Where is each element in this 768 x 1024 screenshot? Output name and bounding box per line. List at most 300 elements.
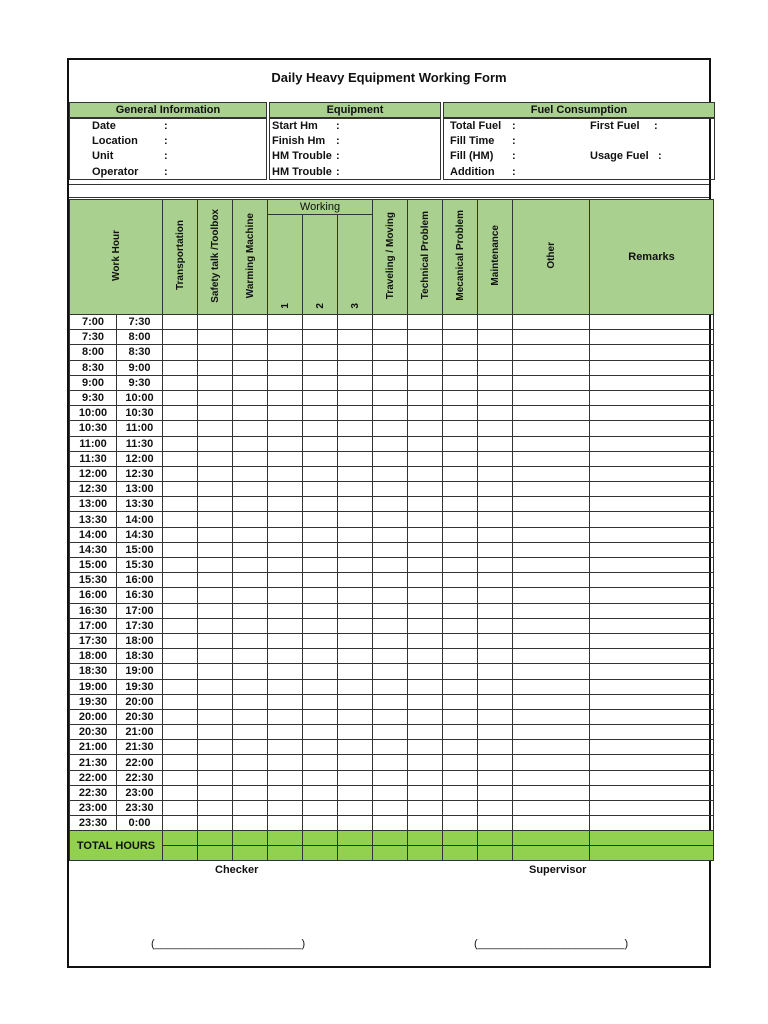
entry-cell[interactable]	[590, 618, 714, 633]
entry-cell[interactable]	[373, 466, 408, 481]
entry-cell[interactable]	[303, 740, 338, 755]
entry-cell[interactable]	[233, 375, 268, 390]
entry-cell[interactable]	[590, 709, 714, 724]
entry-cell[interactable]	[478, 512, 513, 527]
entry-cell[interactable]	[590, 603, 714, 618]
entry-cell[interactable]	[478, 785, 513, 800]
entry-cell[interactable]	[478, 755, 513, 770]
entry-cell[interactable]	[408, 785, 443, 800]
entry-cell[interactable]	[198, 345, 233, 360]
entry-cell[interactable]	[478, 451, 513, 466]
entry-cell[interactable]	[408, 694, 443, 709]
entry-cell[interactable]	[478, 466, 513, 481]
entry-cell[interactable]	[373, 740, 408, 755]
entry-cell[interactable]	[590, 664, 714, 679]
entry-cell[interactable]	[233, 664, 268, 679]
entry-cell[interactable]	[268, 558, 303, 573]
entry-cell[interactable]	[443, 618, 478, 633]
entry-cell[interactable]	[233, 816, 268, 831]
entry-cell[interactable]	[443, 345, 478, 360]
entry-cell[interactable]	[338, 527, 373, 542]
entry-cell[interactable]	[478, 816, 513, 831]
entry-cell[interactable]	[373, 785, 408, 800]
entry-cell[interactable]	[408, 618, 443, 633]
entry-cell[interactable]	[373, 588, 408, 603]
entry-cell[interactable]	[478, 649, 513, 664]
entry-cell[interactable]	[233, 436, 268, 451]
entry-cell[interactable]	[268, 618, 303, 633]
entry-cell[interactable]	[373, 527, 408, 542]
entry-cell[interactable]	[338, 770, 373, 785]
entry-cell[interactable]	[513, 512, 590, 527]
entry-cell[interactable]	[338, 573, 373, 588]
entry-cell[interactable]	[373, 451, 408, 466]
entry-cell[interactable]	[198, 558, 233, 573]
general-field-colon[interactable]: :	[164, 135, 168, 148]
entry-cell[interactable]	[478, 573, 513, 588]
entry-cell[interactable]	[513, 558, 590, 573]
entry-cell[interactable]	[233, 512, 268, 527]
entry-cell[interactable]	[478, 740, 513, 755]
entry-cell[interactable]	[268, 679, 303, 694]
equipment-field-colon[interactable]: :	[336, 150, 340, 163]
entry-cell[interactable]	[268, 466, 303, 481]
entry-cell[interactable]	[163, 406, 198, 421]
entry-cell[interactable]	[513, 694, 590, 709]
entry-cell[interactable]	[198, 603, 233, 618]
entry-cell[interactable]	[443, 466, 478, 481]
entry-cell[interactable]	[408, 679, 443, 694]
entry-cell[interactable]	[408, 588, 443, 603]
entry-cell[interactable]	[163, 709, 198, 724]
general-field-colon[interactable]: :	[164, 165, 168, 178]
entry-cell[interactable]	[163, 315, 198, 330]
entry-cell[interactable]	[408, 527, 443, 542]
entry-cell[interactable]	[513, 755, 590, 770]
entry-cell[interactable]	[268, 603, 303, 618]
entry-cell[interactable]	[408, 816, 443, 831]
entry-cell[interactable]	[590, 740, 714, 755]
entry-cell[interactable]	[513, 740, 590, 755]
entry-cell[interactable]	[590, 315, 714, 330]
entry-cell[interactable]	[443, 330, 478, 345]
entry-cell[interactable]	[268, 436, 303, 451]
entry-cell[interactable]	[478, 679, 513, 694]
checker-signature-line[interactable]: (________________________)	[151, 938, 306, 950]
entry-cell[interactable]	[443, 770, 478, 785]
entry-cell[interactable]	[303, 709, 338, 724]
entry-cell[interactable]	[478, 315, 513, 330]
entry-cell[interactable]	[198, 664, 233, 679]
entry-cell[interactable]	[590, 679, 714, 694]
entry-cell[interactable]	[198, 755, 233, 770]
entry-cell[interactable]	[338, 390, 373, 405]
entry-cell[interactable]	[303, 330, 338, 345]
entry-cell[interactable]	[233, 315, 268, 330]
entry-cell[interactable]	[233, 345, 268, 360]
entry-cell[interactable]	[513, 406, 590, 421]
entry-cell[interactable]	[513, 345, 590, 360]
entry-cell[interactable]	[163, 633, 198, 648]
entry-cell[interactable]	[338, 618, 373, 633]
entry-cell[interactable]	[373, 694, 408, 709]
entry-cell[interactable]	[590, 330, 714, 345]
entry-cell[interactable]	[408, 633, 443, 648]
entry-cell[interactable]	[513, 390, 590, 405]
entry-cell[interactable]	[443, 421, 478, 436]
entry-cell[interactable]	[303, 360, 338, 375]
entry-cell[interactable]	[408, 451, 443, 466]
entry-cell[interactable]	[373, 755, 408, 770]
entry-cell[interactable]	[268, 755, 303, 770]
entry-cell[interactable]	[373, 679, 408, 694]
entry-cell[interactable]	[478, 542, 513, 557]
entry-cell[interactable]	[303, 649, 338, 664]
entry-cell[interactable]	[163, 345, 198, 360]
fuel-field-right-colon[interactable]: :	[654, 120, 658, 132]
entry-cell[interactable]	[590, 497, 714, 512]
entry-cell[interactable]	[443, 785, 478, 800]
entry-cell[interactable]	[513, 360, 590, 375]
entry-cell[interactable]	[163, 512, 198, 527]
entry-cell[interactable]	[478, 603, 513, 618]
entry-cell[interactable]	[268, 482, 303, 497]
entry-cell[interactable]	[233, 421, 268, 436]
entry-cell[interactable]	[233, 527, 268, 542]
entry-cell[interactable]	[478, 436, 513, 451]
entry-cell[interactable]	[373, 770, 408, 785]
entry-cell[interactable]	[268, 421, 303, 436]
entry-cell[interactable]	[408, 558, 443, 573]
entry-cell[interactable]	[303, 451, 338, 466]
entry-cell[interactable]	[338, 801, 373, 816]
entry-cell[interactable]	[513, 421, 590, 436]
entry-cell[interactable]	[268, 527, 303, 542]
entry-cell[interactable]	[338, 694, 373, 709]
entry-cell[interactable]	[590, 588, 714, 603]
entry-cell[interactable]	[443, 801, 478, 816]
entry-cell[interactable]	[163, 694, 198, 709]
entry-cell[interactable]	[303, 679, 338, 694]
entry-cell[interactable]	[303, 421, 338, 436]
entry-cell[interactable]	[338, 740, 373, 755]
entry-cell[interactable]	[408, 390, 443, 405]
entry-cell[interactable]	[268, 375, 303, 390]
entry-cell[interactable]	[408, 770, 443, 785]
entry-cell[interactable]	[338, 725, 373, 740]
entry-cell[interactable]	[443, 740, 478, 755]
entry-cell[interactable]	[408, 360, 443, 375]
entry-cell[interactable]	[198, 527, 233, 542]
entry-cell[interactable]	[590, 755, 714, 770]
entry-cell[interactable]	[233, 588, 268, 603]
entry-cell[interactable]	[408, 497, 443, 512]
entry-cell[interactable]	[198, 770, 233, 785]
entry-cell[interactable]	[268, 573, 303, 588]
entry-cell[interactable]	[268, 816, 303, 831]
entry-cell[interactable]	[478, 421, 513, 436]
entry-cell[interactable]	[373, 512, 408, 527]
entry-cell[interactable]	[590, 360, 714, 375]
entry-cell[interactable]	[443, 588, 478, 603]
entry-cell[interactable]	[198, 375, 233, 390]
entry-cell[interactable]	[373, 816, 408, 831]
entry-cell[interactable]	[373, 497, 408, 512]
entry-cell[interactable]	[373, 633, 408, 648]
entry-cell[interactable]	[513, 573, 590, 588]
entry-cell[interactable]	[513, 801, 590, 816]
entry-cell[interactable]	[513, 330, 590, 345]
entry-cell[interactable]	[373, 558, 408, 573]
entry-cell[interactable]	[233, 633, 268, 648]
entry-cell[interactable]	[408, 482, 443, 497]
entry-cell[interactable]	[303, 816, 338, 831]
entry-cell[interactable]	[590, 801, 714, 816]
entry-cell[interactable]	[233, 466, 268, 481]
entry-cell[interactable]	[303, 512, 338, 527]
entry-cell[interactable]	[373, 664, 408, 679]
entry-cell[interactable]	[198, 573, 233, 588]
entry-cell[interactable]	[373, 375, 408, 390]
entry-cell[interactable]	[163, 801, 198, 816]
entry-cell[interactable]	[268, 345, 303, 360]
entry-cell[interactable]	[338, 421, 373, 436]
entry-cell[interactable]	[478, 770, 513, 785]
entry-cell[interactable]	[198, 633, 233, 648]
entry-cell[interactable]	[303, 664, 338, 679]
entry-cell[interactable]	[338, 315, 373, 330]
entry-cell[interactable]	[163, 330, 198, 345]
entry-cell[interactable]	[478, 633, 513, 648]
entry-cell[interactable]	[443, 694, 478, 709]
entry-cell[interactable]	[513, 785, 590, 800]
entry-cell[interactable]	[590, 633, 714, 648]
entry-cell[interactable]	[303, 801, 338, 816]
entry-cell[interactable]	[590, 421, 714, 436]
entry-cell[interactable]	[513, 466, 590, 481]
entry-cell[interactable]	[198, 466, 233, 481]
entry-cell[interactable]	[373, 436, 408, 451]
entry-cell[interactable]	[233, 360, 268, 375]
entry-cell[interactable]	[513, 679, 590, 694]
entry-cell[interactable]	[163, 375, 198, 390]
entry-cell[interactable]	[233, 406, 268, 421]
entry-cell[interactable]	[163, 755, 198, 770]
entry-cell[interactable]	[338, 785, 373, 800]
entry-cell[interactable]	[408, 542, 443, 557]
supervisor-signature-line[interactable]: (________________________)	[474, 938, 629, 950]
entry-cell[interactable]	[408, 725, 443, 740]
entry-cell[interactable]	[268, 315, 303, 330]
entry-cell[interactable]	[590, 451, 714, 466]
entry-cell[interactable]	[233, 573, 268, 588]
entry-cell[interactable]	[443, 512, 478, 527]
entry-cell[interactable]	[443, 709, 478, 724]
fuel-field-colon[interactable]: :	[512, 165, 516, 178]
entry-cell[interactable]	[408, 421, 443, 436]
entry-cell[interactable]	[163, 740, 198, 755]
entry-cell[interactable]	[268, 664, 303, 679]
entry-cell[interactable]	[268, 740, 303, 755]
entry-cell[interactable]	[303, 466, 338, 481]
entry-cell[interactable]	[163, 360, 198, 375]
entry-cell[interactable]	[303, 497, 338, 512]
entry-cell[interactable]	[443, 649, 478, 664]
entry-cell[interactable]	[513, 649, 590, 664]
entry-cell[interactable]	[373, 330, 408, 345]
entry-cell[interactable]	[303, 755, 338, 770]
entry-cell[interactable]	[338, 558, 373, 573]
entry-cell[interactable]	[163, 588, 198, 603]
entry-cell[interactable]	[590, 573, 714, 588]
entry-cell[interactable]	[408, 345, 443, 360]
entry-cell[interactable]	[233, 330, 268, 345]
entry-cell[interactable]	[303, 406, 338, 421]
entry-cell[interactable]	[408, 709, 443, 724]
entry-cell[interactable]	[303, 573, 338, 588]
entry-cell[interactable]	[408, 330, 443, 345]
entry-cell[interactable]	[198, 801, 233, 816]
entry-cell[interactable]	[303, 603, 338, 618]
entry-cell[interactable]	[198, 497, 233, 512]
entry-cell[interactable]	[268, 709, 303, 724]
entry-cell[interactable]	[198, 588, 233, 603]
entry-cell[interactable]	[373, 801, 408, 816]
entry-cell[interactable]	[268, 451, 303, 466]
entry-cell[interactable]	[268, 360, 303, 375]
entry-cell[interactable]	[443, 755, 478, 770]
entry-cell[interactable]	[303, 315, 338, 330]
entry-cell[interactable]	[198, 390, 233, 405]
entry-cell[interactable]	[408, 664, 443, 679]
entry-cell[interactable]	[233, 755, 268, 770]
entry-cell[interactable]	[590, 785, 714, 800]
entry-cell[interactable]	[478, 801, 513, 816]
entry-cell[interactable]	[513, 436, 590, 451]
entry-cell[interactable]	[198, 679, 233, 694]
entry-cell[interactable]	[478, 497, 513, 512]
fuel-field-colon[interactable]: :	[512, 120, 516, 132]
entry-cell[interactable]	[233, 649, 268, 664]
entry-cell[interactable]	[513, 725, 590, 740]
entry-cell[interactable]	[590, 390, 714, 405]
entry-cell[interactable]	[268, 633, 303, 648]
entry-cell[interactable]	[513, 315, 590, 330]
entry-cell[interactable]	[513, 603, 590, 618]
entry-cell[interactable]	[338, 482, 373, 497]
entry-cell[interactable]	[478, 588, 513, 603]
entry-cell[interactable]	[233, 770, 268, 785]
entry-cell[interactable]	[338, 451, 373, 466]
entry-cell[interactable]	[443, 360, 478, 375]
entry-cell[interactable]	[513, 664, 590, 679]
entry-cell[interactable]	[268, 512, 303, 527]
entry-cell[interactable]	[443, 633, 478, 648]
entry-cell[interactable]	[163, 421, 198, 436]
entry-cell[interactable]	[408, 755, 443, 770]
entry-cell[interactable]	[268, 649, 303, 664]
fuel-field-right-colon[interactable]: :	[658, 150, 662, 163]
entry-cell[interactable]	[443, 527, 478, 542]
entry-cell[interactable]	[513, 588, 590, 603]
entry-cell[interactable]	[163, 466, 198, 481]
entry-cell[interactable]	[163, 436, 198, 451]
entry-cell[interactable]	[408, 649, 443, 664]
entry-cell[interactable]	[268, 588, 303, 603]
entry-cell[interactable]	[163, 451, 198, 466]
entry-cell[interactable]	[163, 573, 198, 588]
entry-cell[interactable]	[198, 436, 233, 451]
entry-cell[interactable]	[163, 816, 198, 831]
entry-cell[interactable]	[233, 725, 268, 740]
entry-cell[interactable]	[408, 315, 443, 330]
entry-cell[interactable]	[513, 497, 590, 512]
entry-cell[interactable]	[443, 497, 478, 512]
entry-cell[interactable]	[590, 725, 714, 740]
entry-cell[interactable]	[303, 770, 338, 785]
entry-cell[interactable]	[478, 527, 513, 542]
entry-cell[interactable]	[233, 709, 268, 724]
entry-cell[interactable]	[198, 330, 233, 345]
entry-cell[interactable]	[338, 816, 373, 831]
entry-cell[interactable]	[478, 406, 513, 421]
entry-cell[interactable]	[338, 588, 373, 603]
entry-cell[interactable]	[198, 482, 233, 497]
entry-cell[interactable]	[338, 542, 373, 557]
entry-cell[interactable]	[303, 558, 338, 573]
entry-cell[interactable]	[443, 816, 478, 831]
entry-cell[interactable]	[338, 603, 373, 618]
entry-cell[interactable]	[443, 482, 478, 497]
entry-cell[interactable]	[233, 542, 268, 557]
entry-cell[interactable]	[198, 315, 233, 330]
entry-cell[interactable]	[233, 740, 268, 755]
entry-cell[interactable]	[198, 709, 233, 724]
entry-cell[interactable]	[163, 542, 198, 557]
entry-cell[interactable]	[590, 649, 714, 664]
entry-cell[interactable]	[303, 527, 338, 542]
entry-cell[interactable]	[268, 694, 303, 709]
entry-cell[interactable]	[338, 436, 373, 451]
entry-cell[interactable]	[513, 542, 590, 557]
entry-cell[interactable]	[163, 390, 198, 405]
entry-cell[interactable]	[373, 482, 408, 497]
entry-cell[interactable]	[478, 558, 513, 573]
entry-cell[interactable]	[163, 482, 198, 497]
entry-cell[interactable]	[338, 345, 373, 360]
entry-cell[interactable]	[198, 740, 233, 755]
entry-cell[interactable]	[163, 558, 198, 573]
entry-cell[interactable]	[198, 421, 233, 436]
entry-cell[interactable]	[478, 330, 513, 345]
entry-cell[interactable]	[163, 664, 198, 679]
entry-cell[interactable]	[268, 542, 303, 557]
entry-cell[interactable]	[163, 770, 198, 785]
entry-cell[interactable]	[373, 315, 408, 330]
entry-cell[interactable]	[338, 664, 373, 679]
entry-cell[interactable]	[303, 785, 338, 800]
entry-cell[interactable]	[590, 466, 714, 481]
entry-cell[interactable]	[590, 527, 714, 542]
entry-cell[interactable]	[443, 542, 478, 557]
entry-cell[interactable]	[163, 785, 198, 800]
entry-cell[interactable]	[443, 664, 478, 679]
equipment-field-colon[interactable]: :	[336, 120, 340, 132]
entry-cell[interactable]	[478, 664, 513, 679]
entry-cell[interactable]	[163, 649, 198, 664]
entry-cell[interactable]	[373, 725, 408, 740]
entry-cell[interactable]	[443, 558, 478, 573]
